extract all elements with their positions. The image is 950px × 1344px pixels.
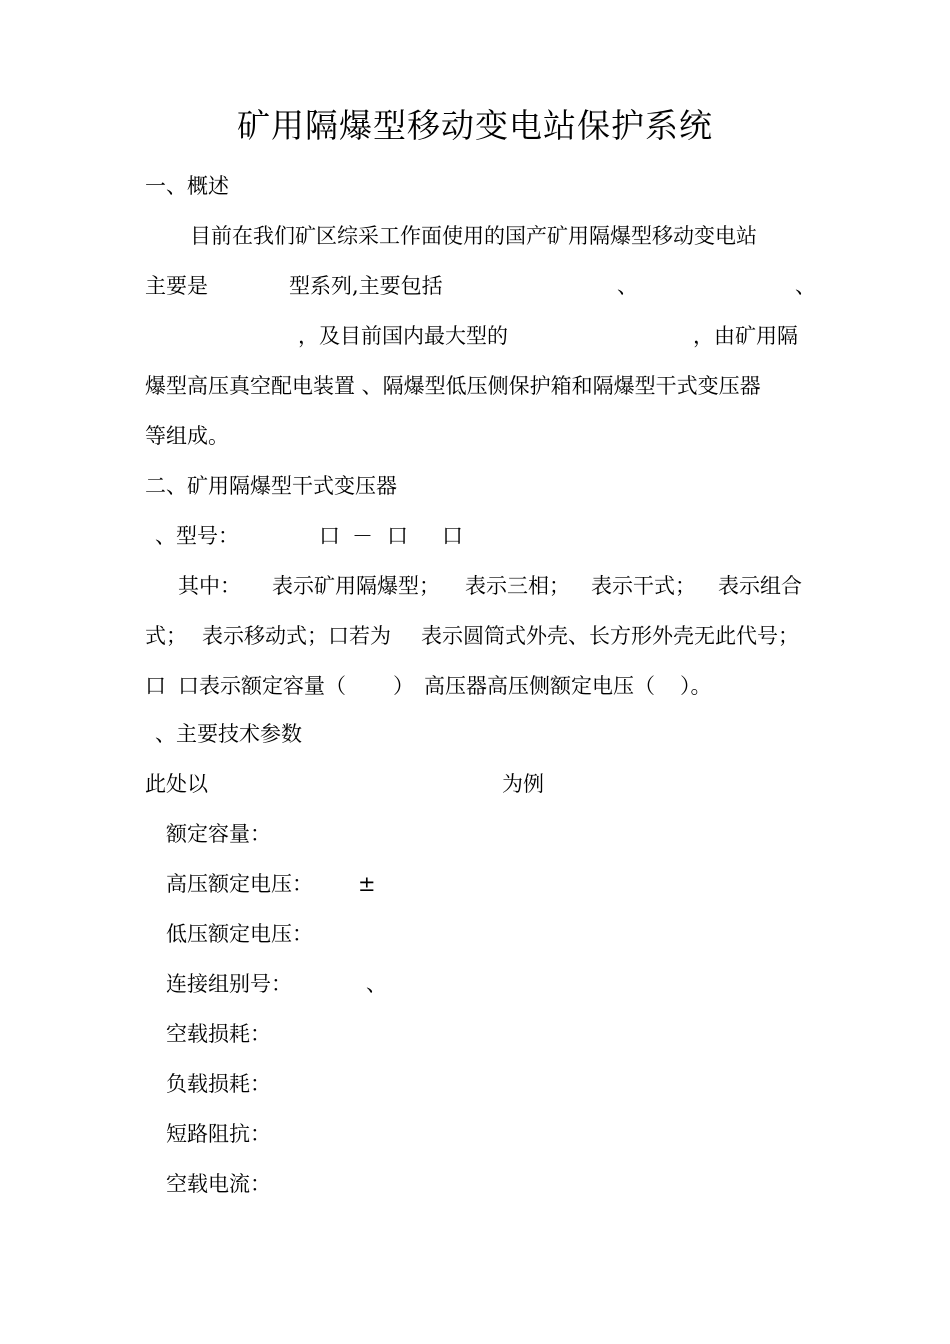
text-fragment: 主要是 xyxy=(145,274,208,298)
model-box: 口 xyxy=(442,524,463,548)
param-connection-group: 连接组别号： xyxy=(166,972,292,996)
param-extra: 、 xyxy=(366,972,387,996)
text-fragment: 其中： xyxy=(178,574,241,598)
model-box: 口 xyxy=(319,524,340,548)
subsection-heading-params: 、主要技术参数 xyxy=(155,722,302,746)
text-fragment: ）。 xyxy=(680,674,712,698)
text-fragment: 表示组合 xyxy=(718,574,802,598)
text-fragment: 此处以 xyxy=(145,772,208,796)
param-rated-capacity: 额定容量： xyxy=(166,822,271,846)
document-title: 矿用隔爆型移动变电站保护系统 xyxy=(237,106,713,145)
text-fragment: ） xyxy=(393,674,414,698)
text-fragment: 型系列,主要包括 xyxy=(289,274,443,298)
param-extra: ± xyxy=(358,872,376,896)
text-fragment: 高压器高压侧额定电压（ xyxy=(424,674,655,698)
model-label: 、型号： xyxy=(155,524,239,548)
param-short-circuit-impedance: 短路阻抗： xyxy=(166,1122,271,1146)
text-fragment: 表示三相； xyxy=(465,574,570,598)
text-fragment: 、 xyxy=(795,274,816,298)
paragraph-line: 目前在我们矿区综采工作面使用的国产矿用隔爆型移动变电站 xyxy=(190,224,757,248)
text-fragment: 口 xyxy=(145,674,166,698)
text-fragment: 口表示额定容量（ xyxy=(178,674,346,698)
model-dash: － xyxy=(352,524,373,548)
model-box: 口 xyxy=(387,524,408,548)
paragraph-line: 爆型高压真空配电装置 、隔爆型低压侧保护箱和隔爆型干式变压器 xyxy=(145,374,761,398)
section-heading-transformer: 二、矿用隔爆型干式变压器 xyxy=(145,474,397,498)
text-fragment: 表示干式； xyxy=(591,574,696,598)
text-fragment: 式； xyxy=(145,624,187,648)
param-load-loss: 负载损耗： xyxy=(166,1072,271,1096)
text-fragment: ，由矿用隔 xyxy=(693,324,798,348)
param-hv-rated-voltage: 高压额定电压： xyxy=(166,872,313,896)
paragraph-line xyxy=(145,271,208,301)
text-fragment: 表示矿用隔爆型； xyxy=(272,574,440,598)
paragraph-line: 等组成。 xyxy=(145,424,229,448)
section-heading-overview: 一、概述 xyxy=(145,174,229,198)
param-no-load-loss: 空载损耗： xyxy=(166,1022,271,1046)
text-fragment: 表示圆筒式外壳、长方形外壳无此代号； xyxy=(421,624,799,648)
param-no-load-current: 空载电流： xyxy=(166,1172,271,1196)
text-fragment: 为例 xyxy=(502,772,544,796)
text-fragment: 、 xyxy=(617,274,638,298)
param-lv-rated-voltage: 低压额定电压： xyxy=(166,922,313,946)
text-fragment: 表示移动式；口若为 xyxy=(202,624,391,648)
text-fragment: ，及目前国内最大型的 xyxy=(298,324,508,348)
